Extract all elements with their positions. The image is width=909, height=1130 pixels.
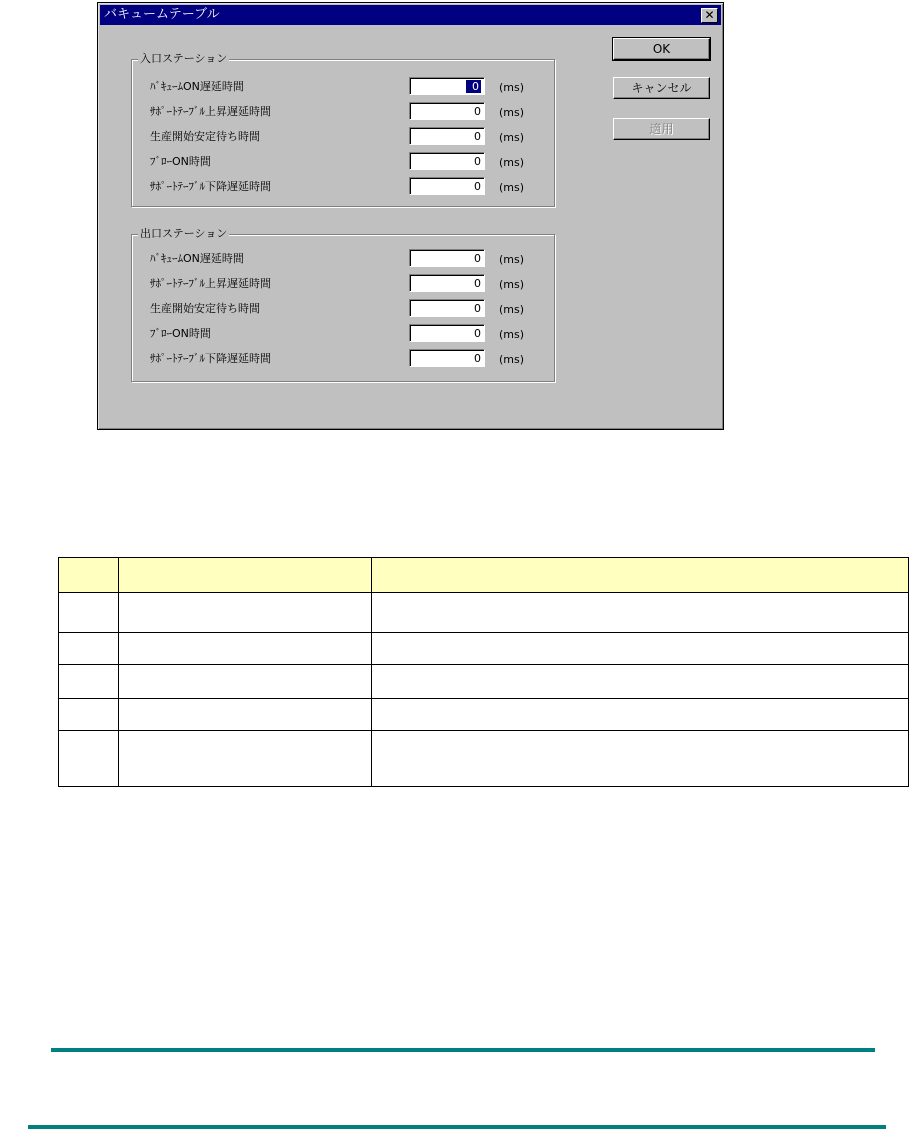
exit-row-production-start-wait [132, 299, 554, 319]
table-row [59, 593, 909, 633]
table-cell [59, 593, 119, 633]
entry-row-support-table-raise-delay [132, 102, 554, 122]
table-row [59, 665, 909, 699]
exit-vacuum-on-delay-input[interactable]: 0 [409, 249, 485, 267]
entry-row-vacuum-on-delay [132, 77, 554, 97]
table-header-cell [59, 558, 119, 593]
table-cell [59, 665, 119, 699]
entry-support-table-raise-delay-label: ｻﾎﾟｰﾄﾃｰﾌﾞﾙ上昇遅延時間 [150, 105, 271, 118]
exit-blow-on-time-label: ﾌﾞﾛｰON時間 [150, 327, 211, 340]
entry-support-table-raise-delay-input[interactable]: 0 [409, 102, 485, 120]
dialog-title-bar[interactable] [100, 5, 721, 25]
unit-label: (ms) [499, 156, 525, 169]
exit-production-start-wait-label: 生産開始安定待ち時間 [150, 302, 260, 315]
table-row [59, 633, 909, 665]
cancel-button[interactable]: キャンセル [613, 77, 710, 99]
entry-vacuum-on-delay-label: ﾊﾞｷｭｰﾑON遅延時間 [150, 80, 244, 93]
entry-production-start-wait-input[interactable]: 0 [409, 127, 485, 145]
table-cell [119, 593, 372, 633]
table-cell [372, 665, 909, 699]
table-cell [119, 731, 372, 787]
table-cell [59, 633, 119, 665]
exit-support-table-lower-delay-label: ｻﾎﾟｰﾄﾃｰﾌﾞﾙ下降遅延時間 [150, 352, 271, 365]
exit-row-blow-on-time [132, 324, 554, 344]
table-cell [59, 731, 119, 787]
settings-description-table [58, 557, 909, 787]
exit-support-table-raise-delay-input[interactable]: 0 [409, 274, 485, 292]
footer-rule-bottom [28, 1125, 886, 1129]
unit-label: (ms) [499, 353, 525, 366]
exit-support-table-raise-delay-label: ｻﾎﾟｰﾄﾃｰﾌﾞﾙ上昇遅延時間 [150, 277, 271, 290]
unit-label: (ms) [499, 131, 525, 144]
table-cell [119, 665, 372, 699]
exit-station-group [131, 227, 555, 382]
footer-rule-top [51, 1048, 875, 1052]
table-cell [372, 593, 909, 633]
entry-blow-on-time-input[interactable]: 0 [409, 152, 485, 170]
table-header-cell [372, 558, 909, 593]
unit-label: (ms) [499, 81, 525, 94]
entry-row-production-start-wait [132, 127, 554, 147]
entry-blow-on-time-label: ﾌﾞﾛｰON時間 [150, 155, 211, 168]
exit-row-support-table-raise-delay [132, 274, 554, 294]
entry-station-group [131, 52, 555, 207]
table-header-row [59, 558, 909, 593]
exit-row-support-table-lower-delay [132, 349, 554, 369]
exit-station-label: 出口ステーション [140, 227, 228, 240]
ok-button[interactable]: OK [613, 38, 710, 60]
unit-label: (ms) [499, 253, 525, 266]
unit-label: (ms) [499, 106, 525, 119]
entry-vacuum-on-delay-input[interactable]: 0 [409, 77, 485, 95]
close-icon[interactable]: ✕ [701, 8, 718, 23]
exit-row-vacuum-on-delay [132, 249, 554, 269]
table-row [59, 699, 909, 731]
unit-label: (ms) [499, 328, 525, 341]
table-cell [372, 731, 909, 787]
unit-label: (ms) [499, 181, 525, 194]
entry-row-blow-on-time [132, 152, 554, 172]
table-cell [372, 633, 909, 665]
unit-label: (ms) [499, 303, 525, 316]
table-cell [59, 699, 119, 731]
vacuum-table-dialog [97, 2, 724, 430]
exit-blow-on-time-input[interactable]: 0 [409, 324, 485, 342]
entry-station-label: 入口ステーション [140, 52, 228, 65]
table-cell [119, 633, 372, 665]
table-row [59, 731, 909, 787]
table-header-cell [119, 558, 372, 593]
entry-support-table-lower-delay-input[interactable]: 0 [409, 177, 485, 195]
exit-vacuum-on-delay-label: ﾊﾞｷｭｰﾑON遅延時間 [150, 252, 244, 265]
entry-production-start-wait-label: 生産開始安定待ち時間 [150, 130, 260, 143]
dialog-title: バキュームテーブル [104, 7, 220, 22]
table-cell [372, 699, 909, 731]
exit-support-table-lower-delay-input[interactable]: 0 [409, 349, 485, 367]
entry-support-table-lower-delay-label: ｻﾎﾟｰﾄﾃｰﾌﾞﾙ下降遅延時間 [150, 180, 271, 193]
table-cell [119, 699, 372, 731]
exit-production-start-wait-input[interactable]: 0 [409, 299, 485, 317]
unit-label: (ms) [499, 278, 525, 291]
apply-button: 適用 [613, 118, 710, 140]
entry-row-support-table-lower-delay [132, 177, 554, 197]
